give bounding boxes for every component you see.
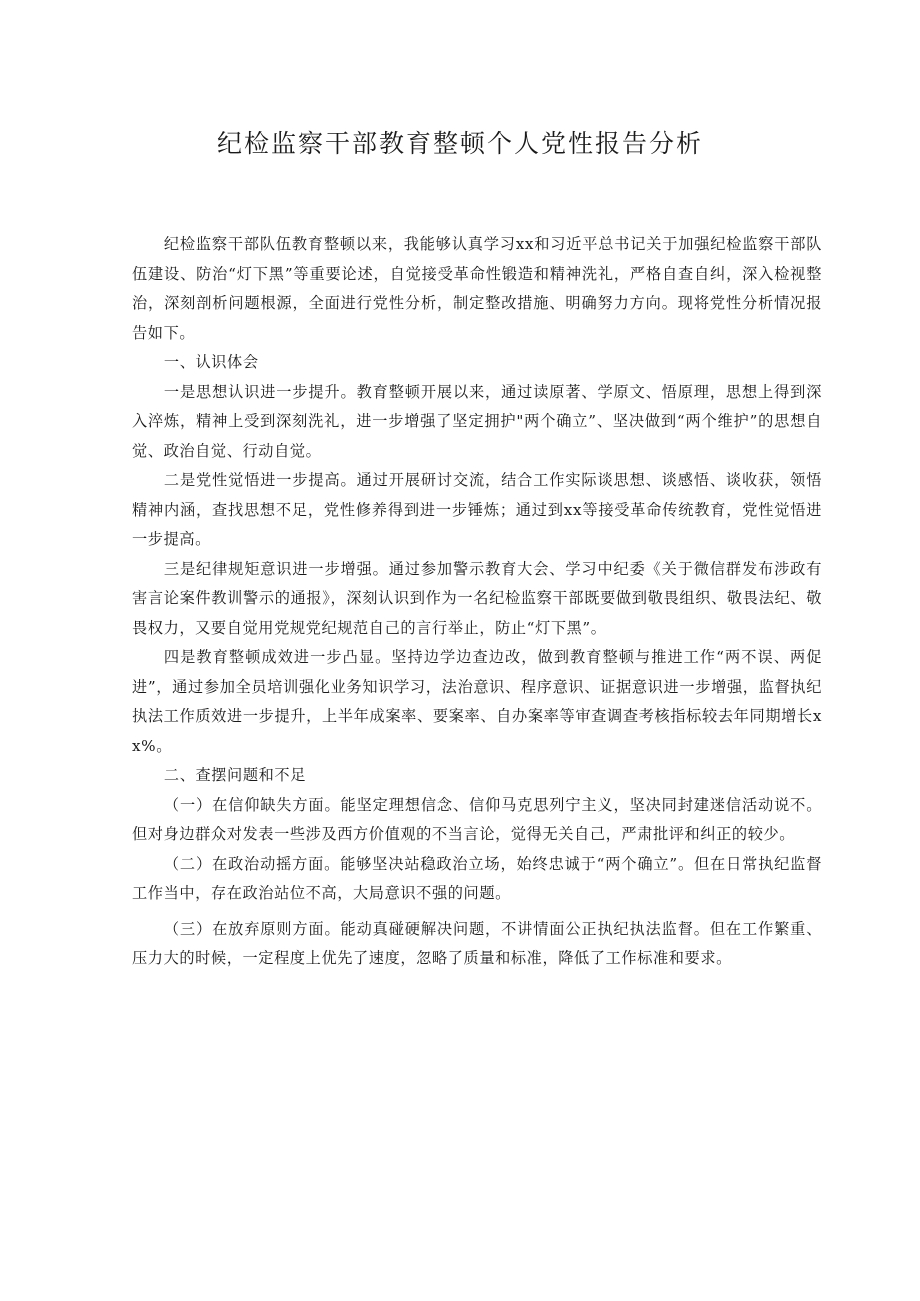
intro-paragraph: 纪检监察干部队伍教育整顿以来，我能够认真学习xx和习近平总书记关于加强纪检监察干部队伍建设、防治“灯下黑”等重要论述，自觉接受革命性锻造和精神洗礼，严格自查自纠，深入检视整治，深刻剖析问题根源，全面进行党性分析，制定整改措施、明确努力方向。现将党性分析情况报告如下。 xyxy=(132,235,822,342)
paragraph-rectification-results: 四是教育整顿成效进一步凸显。坚持边学边查边改，做到教育整顿与推进工作“两不误、两促进”，通过参加全员培训强化业务知识学习，法治意识、程序意识、证据意识进一步增强，监督执纪执法工作质效进一步提升，上半年成案率、要案率、自办案率等审查调查考核指标较去年同期增长xx%。 xyxy=(132,648,822,755)
paragraph-discipline-awareness: 三是纪律规矩意识进一步增强。通过参加警示教育大会、学习中纪委《关于微信群发布涉政有害言论案件教训警示的通报》，深刻认识到作为一名纪检监察干部既要做到敬畏组织、敬畏法纪、敬畏权力，又要自觉用党规党纪规范自己的言行举止，防止“灯下黑”。 xyxy=(132,559,822,637)
section-heading-understanding: 一、认识体会 xyxy=(163,353,259,371)
document-title: 纪检监察干部教育整顿个人党性报告分析 xyxy=(216,129,703,158)
paragraph-thought-awareness: 一是思想认识进一步提升。教育整顿开展以来，通过读原著、学原文、悟原理，思想上得到深入淬炼，精神上受到深刻洗礼，进一步增强了坚定拥护"两个确立”、坚决做到“两个维护”的思想自觉、政治自觉、行动自觉。 xyxy=(132,382,822,460)
paragraph-party-consciousness: 二是党性觉悟进一步提高。通过开展研讨交流，结合工作实际谈思想、谈感悟、谈收获，领悟精神内涵，查找思想不足，党性修养得到进一步锤炼；通过到xx等接受革命传统教育，党性觉悟进一步提高。 xyxy=(132,471,822,548)
section-heading-problems: 二、查摆问题和不足 xyxy=(163,766,306,784)
paragraph-faith-issue: （一）在信仰缺失方面。能坚定理想信念、信仰马克思列宁主义，坚决同封建迷信活动说不。但对身边群众对发表一些涉及西方价值观的不当言论，觉得无关自己，严肃批评和纠正的较少。 xyxy=(132,795,822,843)
paragraph-political-issue: （二）在政治动摇方面。能够坚决站稳政治立场，始终忠诚于“两个确立”。但在日常执纪监督工作当中，存在政治站位不高，大局意识不强的问题。 xyxy=(132,854,822,902)
document-body xyxy=(132,230,822,974)
paragraph-principle-issue: （三）在放弃原则方面。能动真碰硬解决问题，不讲情面公正执纪执法监督。但在工作繁重、压力大的时候，一定程度上优先了速度，忽略了质量和标准，降低了工作标准和要求。 xyxy=(132,919,822,967)
